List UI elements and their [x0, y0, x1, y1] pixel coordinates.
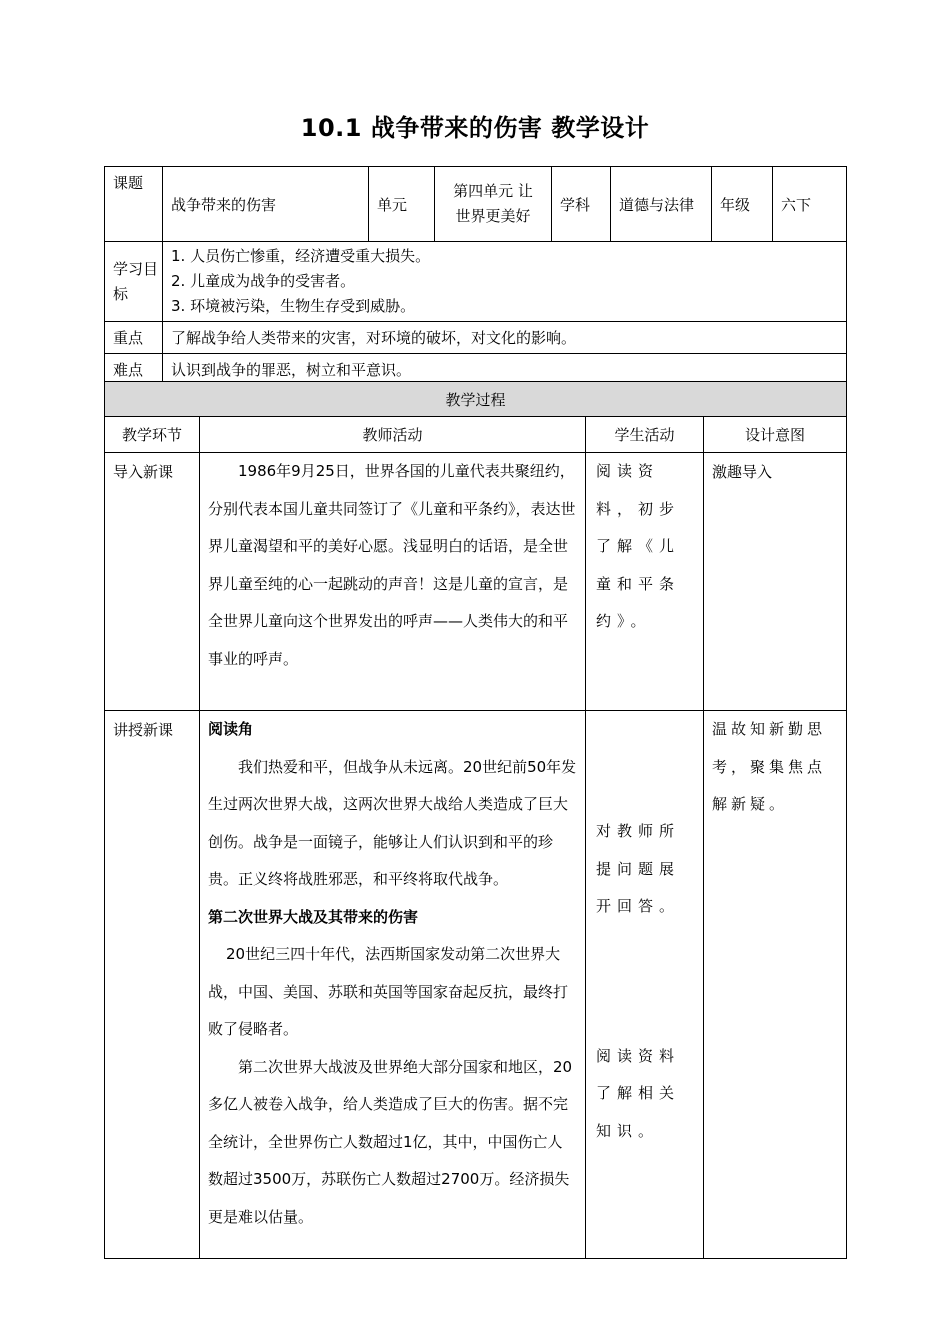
student-activity: 阅读资料，初步了解《儿童和平条约》。: [586, 453, 704, 711]
paragraph: 20世纪三四十年代，法西斯国家发动第二次世界大战，中国、美国、苏联和英国等国家奋起反抗，最终打败了侵略者。: [208, 945, 569, 1038]
difficulty-label: 难点: [105, 354, 163, 386]
goal-item: 1. 人员伤亡惨重，经济遭受重大损失。: [171, 247, 431, 265]
unit-value: 第四单元 让世界更美好: [435, 167, 552, 242]
key-row: [105, 322, 847, 354]
lesson-info-table: [104, 166, 847, 386]
design-intent: 温故知新勤思考，聚集焦点解新疑。: [704, 711, 847, 1259]
teacher-activity: 1986年9月25日，世界各国的儿童代表共聚纽约，分别代表本国儿童共同签订了《儿童和平条约》，表达世界儿童渴望和平的美好心愿。浅显明白的话语，是全世界儿童至纯的心一起跳动的声音！这是儿童的宣言，是全世界儿童向这个世界发出的呼声——人类伟大的和平事业的呼声。: [200, 453, 586, 711]
goals-list: [163, 242, 847, 322]
page-title: 10.1 战争带来的伤害 教学设计: [300, 114, 650, 142]
student-activity-item: 对教师所提问题展开回答。: [596, 822, 681, 915]
column-header: 设计意图: [704, 417, 847, 453]
goal-item: 2. 儿童成为战争的受害者。: [171, 272, 356, 290]
table-row: [105, 453, 847, 711]
table-row: [105, 711, 847, 1259]
paragraph: 第二次世界大战波及世界绝大部分国家和地区，20多亿人被卷入战争，给人类造成了巨大的伤害。据不完全统计，全世界伤亡人数超过1亿，其中，中国伤亡人数超过3500万，苏联伤亡人数超过2700万。经济损失更是难以估量。: [208, 1057, 573, 1226]
goals-label: 学习目标: [105, 242, 163, 322]
topic-value: 战争带来的伤害: [163, 167, 369, 242]
key-value: 了解战争给人类带来的灾害，对环境的破坏，对文化的影响。: [163, 322, 847, 354]
process-heading: 教学过程: [105, 382, 847, 417]
subject-value: 道德与法律: [611, 167, 712, 242]
design-intent: 激趣导入: [704, 453, 847, 711]
goal-item: 3. 环境被污染，生物生存受到威胁。: [171, 297, 416, 315]
section-heading: 阅读角: [208, 720, 254, 738]
unit-label: 单元: [369, 167, 435, 242]
column-header-row: [105, 417, 847, 453]
process-heading-row: [105, 382, 847, 417]
student-activity: [586, 711, 704, 1259]
paragraph: 我们热爱和平，但战争从未远离。20世纪前50年发生过两次世界大战，这两次世界大战给人类造成了巨大创伤。战争是一面镜子，能够让人们认识到和平的珍贵。正义终将战胜邪恶，和平终将取代战争。: [208, 757, 577, 888]
stage-cell: 讲授新课: [105, 711, 200, 1259]
topic-label: 课题: [105, 167, 163, 242]
grade-label: 年级: [712, 167, 773, 242]
teacher-activity: [200, 711, 586, 1259]
section-heading: 第二次世界大战及其带来的伤害: [208, 907, 419, 926]
column-header: 学生活动: [586, 417, 704, 453]
subject-label: 学科: [552, 167, 611, 242]
teaching-process-table: [104, 381, 847, 1259]
goals-row: [105, 242, 847, 322]
stage-cell: 导入新课: [105, 453, 200, 711]
info-row: [105, 167, 847, 242]
column-header: 教学环节: [105, 417, 200, 453]
difficulty-value: 认识到战争的罪恶，树立和平意识。: [163, 354, 847, 386]
student-activity-item: 阅读资料了解相关知识。: [596, 1046, 681, 1140]
key-label: 重点: [105, 322, 163, 354]
column-header: 教师活动: [200, 417, 586, 453]
grade-value: 六下: [773, 167, 847, 242]
